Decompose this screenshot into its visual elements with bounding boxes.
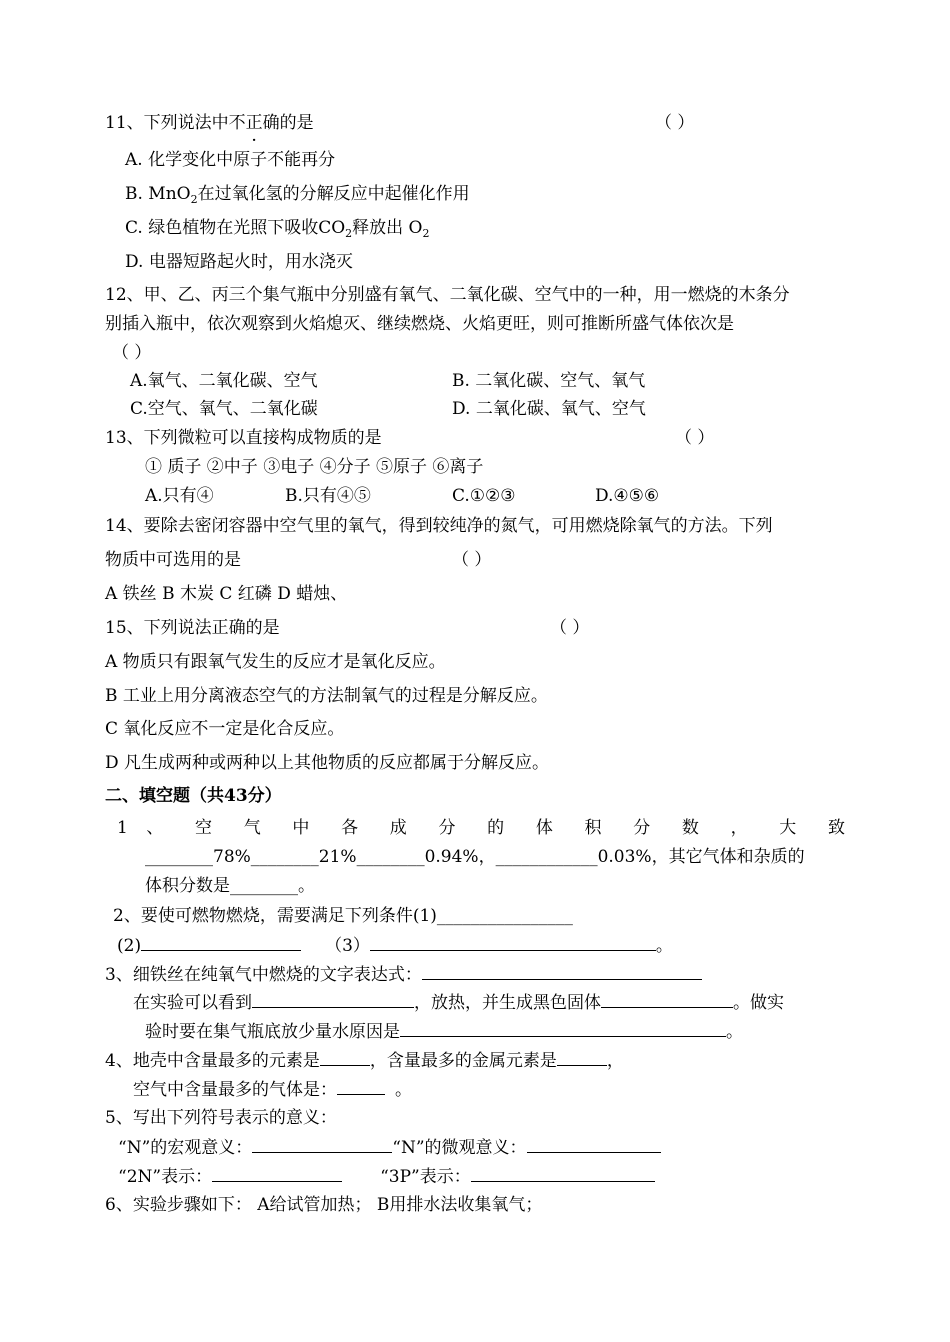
- q13-particle-list: ① 质子 ②中子 ③电子 ④分子 ⑤原子 ⑥离子: [145, 457, 484, 477]
- q13-option-d: D.④⑤⑥: [595, 486, 660, 506]
- f4-line2-text: 空气中含量最多的气体是：: [133, 1080, 337, 1100]
- f5-blank-3p[interactable]: [471, 1165, 655, 1182]
- f4-line2-end: 。: [395, 1080, 412, 1100]
- q11-option-c: [125, 217, 430, 245]
- f6-line1: 6、实验步骤如下： A给试管加热； B用排水法收集氧气；: [105, 1195, 543, 1215]
- f3-line2-mid: ，放热，并生成黑色固体: [414, 993, 601, 1013]
- q13-option-a: A.只有④: [145, 486, 214, 506]
- q14-answer-bracket[interactable]: （ ）: [452, 550, 492, 570]
- f5-line1: 5、写出下列符号表示的意义：: [105, 1108, 337, 1128]
- f5-line3: [118, 1165, 655, 1188]
- f1-line2[interactable]: ________78%________21%________0.94%，____________0.03%，其它气体和杂质的: [145, 847, 805, 867]
- f2-blank-2[interactable]: [141, 934, 301, 951]
- f2-line2: [117, 934, 673, 957]
- f3-line1: [105, 963, 702, 986]
- f4-blank-metal[interactable]: [557, 1049, 607, 1066]
- f1-line3[interactable]: 体积分数是________。: [145, 876, 315, 896]
- f5-3p-label: “3P”表示：: [380, 1167, 471, 1187]
- f4-blank-element[interactable]: [320, 1049, 370, 1066]
- q13-stem: 13、下列微粒可以直接构成物质的是: [105, 428, 382, 448]
- q11-c-text: C. 绿色植物在光照下吸收CO: [125, 218, 346, 238]
- f3-line2: [133, 991, 784, 1014]
- q12-option-a: A.氧气、二氧化碳、空气: [130, 371, 318, 391]
- q15-stem: 15、下列说法正确的是: [105, 618, 280, 638]
- f3-blank-expression[interactable]: [422, 963, 702, 980]
- q11-b-text-end: 在过氧化氢的分解反应中起催化作用: [197, 184, 470, 204]
- f4-line2: [133, 1078, 412, 1101]
- f2-line1[interactable]: 2、要使可燃物燃烧，需要满足下列条件(1)________________: [113, 906, 573, 926]
- f3-line1-text: 3、细铁丝在纯氧气中燃烧的文字表达式：: [105, 965, 422, 985]
- f5-line2: [118, 1136, 661, 1159]
- f3-blank-solid[interactable]: [601, 991, 733, 1008]
- q15-option-a: A 物质只有跟氧气发生的反应才是氧化反应。: [105, 652, 446, 672]
- q11-option-a: A. 化学变化中原子不能再分: [125, 150, 336, 170]
- q13-option-b: B.只有④⑤: [285, 486, 371, 506]
- f4-line1-text: 4、地壳中含量最多的元素是: [105, 1051, 320, 1071]
- q11-answer-bracket[interactable]: （ ）: [655, 113, 695, 133]
- q15-answer-bracket[interactable]: （ ）: [550, 618, 590, 638]
- f5-micro-label: “N”的微观意义：: [392, 1138, 527, 1158]
- q11-option-b: [125, 183, 470, 211]
- q12-option-b: B. 二氧化碳、空气、氧气: [452, 371, 646, 391]
- q11-c-subscript-2: 2: [422, 227, 430, 240]
- q11-stem-text: 11、下列说法中: [105, 113, 229, 133]
- f3-line3-text: 验时要在集气瓶底放少量水原因是: [145, 1022, 400, 1042]
- section-heading: 二、填空题（共43分）: [105, 786, 282, 806]
- q11-stem: [105, 112, 314, 134]
- q13-option-c: C.①②③: [452, 486, 516, 506]
- f3-blank-observe[interactable]: [252, 991, 414, 1008]
- q11-b-text: B. MnO: [125, 184, 191, 204]
- f5-macro-label: “N”的宏观意义：: [118, 1138, 253, 1158]
- q12-stem-line1: 12、甲、乙、丙三个集气瓶中分别盛有氧气、二氧化碳、空气中的一种，用一燃烧的木条分: [105, 285, 790, 305]
- q11-c-subscript: 2: [345, 227, 353, 240]
- f3-line3: [145, 1020, 743, 1043]
- f3-line2-text: 在实验可以看到: [133, 993, 252, 1013]
- f5-blank-2n[interactable]: [212, 1165, 342, 1182]
- q12-answer-bracket[interactable]: （ ）: [112, 343, 152, 363]
- q11-emphasis: 不正确: [228, 113, 280, 133]
- f5-blank-macro[interactable]: [252, 1136, 392, 1153]
- f1-line1: 1 、 空 气 中 各 成 分 的 体 积 分 数 ， 大 致: [117, 818, 845, 838]
- q14-stem-line2: 物质中可选用的是: [105, 550, 241, 570]
- q15-option-b: B 工业上用分离液态空气的方法制氧气的过程是分解反应。: [105, 686, 548, 706]
- f2-end-mark: 。: [655, 936, 673, 956]
- q13-answer-bracket[interactable]: （ ）: [675, 428, 715, 448]
- q15-option-c: C 氧化反应不一定是化合反应。: [105, 719, 345, 739]
- f4-line1-end: ，: [606, 1051, 624, 1071]
- q12-option-d: D. 二氧化碳、氧气、空气: [452, 399, 646, 419]
- f3-line2-end: 。做实: [733, 993, 784, 1013]
- q11-stem-end: 的是: [279, 113, 314, 133]
- f5-blank-micro[interactable]: [527, 1136, 661, 1153]
- f4-blank-gas[interactable]: [337, 1078, 385, 1095]
- f2-blank-3[interactable]: [370, 934, 656, 951]
- f4-line1-mid: ，含量最多的金属元素是: [369, 1051, 557, 1071]
- q15-option-d: D 凡生成两种或两种以上其他物质的反应都属于分解反应。: [105, 753, 550, 773]
- f2-part3-label: （3）: [325, 936, 370, 956]
- q11-c-text-mid: 释放出 O: [352, 218, 423, 238]
- q14-stem-line1: 14、要除去密闭容器中空气里的氧气，得到较纯净的氮气，可用燃烧除氧气的方法。下列: [105, 516, 773, 536]
- f3-line3-end: 。: [726, 1022, 743, 1042]
- q12-stem-line2: 别插入瓶中，依次观察到火焰熄灭、继续燃烧、火焰更旺，则可推断所盛气体依次是: [105, 314, 734, 334]
- f4-line1: [105, 1049, 624, 1072]
- q11-option-d: D. 电器短路起火时，用水浇灭: [125, 252, 353, 272]
- q14-options: A 铁丝 B 木炭 C 红磷 D 蜡烛、: [105, 584, 348, 604]
- f2-part2-label: (2): [117, 936, 142, 956]
- q12-option-c: C.空气、氧气、二氧化碳: [130, 399, 318, 419]
- f5-2n-label: “2N”表示：: [118, 1167, 213, 1187]
- f3-blank-reason[interactable]: [400, 1020, 726, 1037]
- q11-b-subscript: 2: [190, 193, 198, 206]
